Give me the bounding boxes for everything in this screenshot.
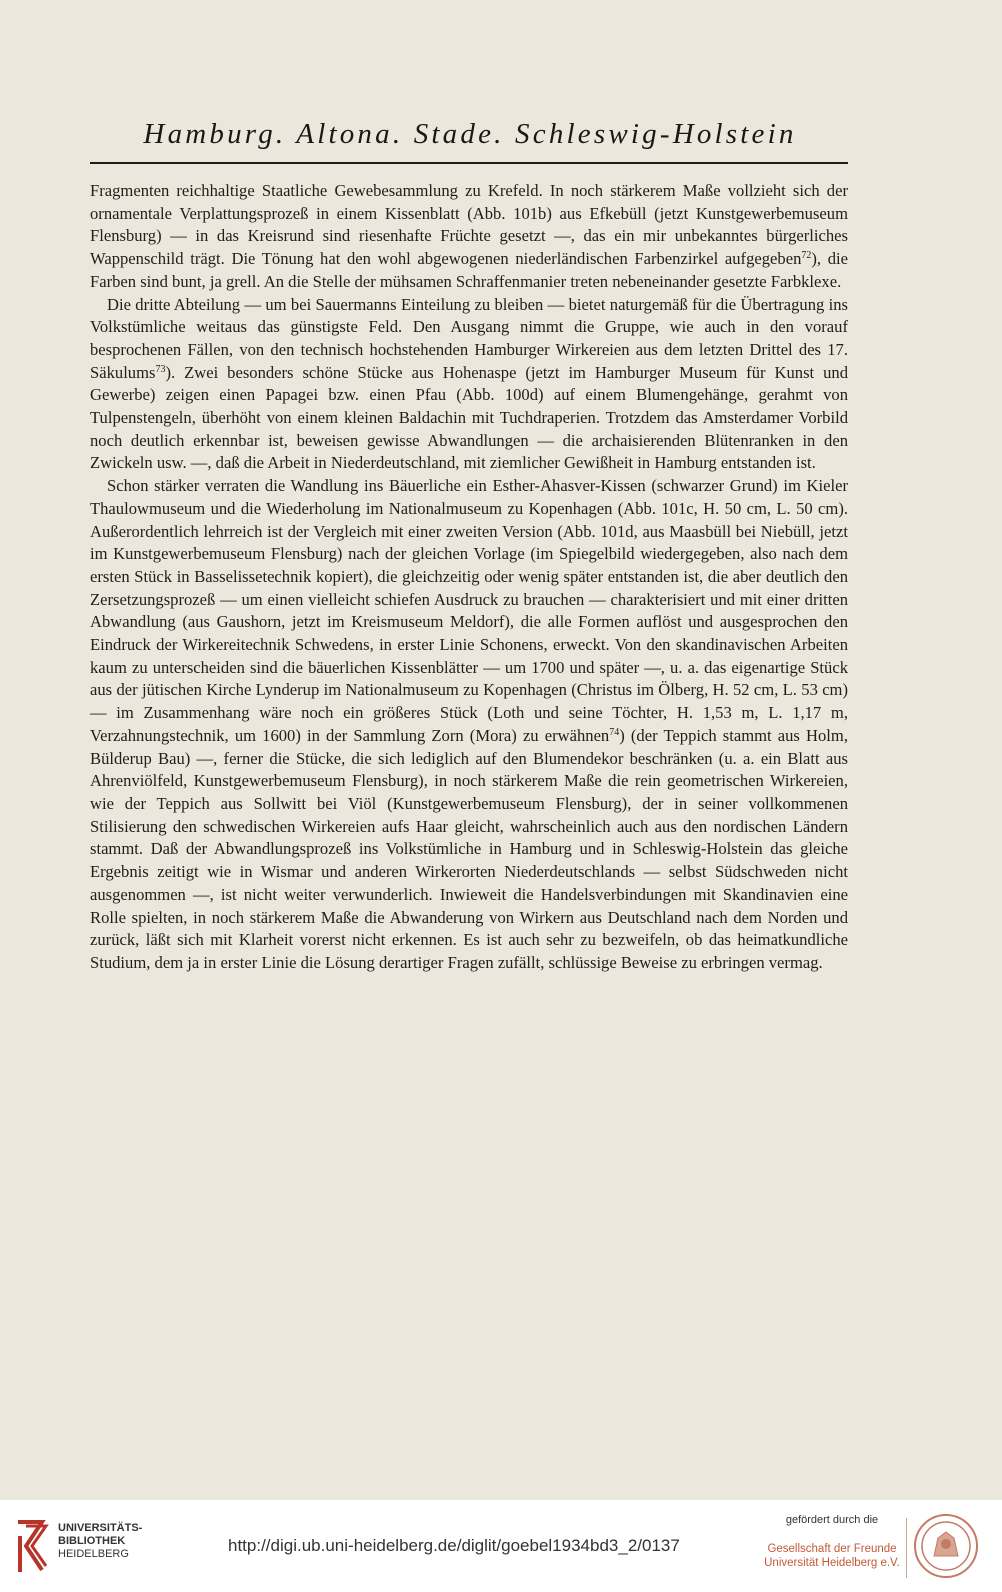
body-text [90,180,848,975]
library-name [58,1522,142,1561]
ub-heidelberg-logo-icon[interactable] [12,1516,52,1576]
paragraph-1-text-end: ), die Farben sind bunt, ja grell. An die Stelle der mühsamen Schraffenmanier treten nebeneinander gesetzte Farbklexe. [90,249,848,291]
university-seal-icon [912,1512,980,1580]
library-name-line-2: BIBLIOTHEK [58,1535,126,1547]
footer-divider [906,1518,907,1578]
paragraph-3-text: Schon stärker verraten die Wandlung ins Bäuerliche ein Esther-Ahasver-Kissen (schwarzer Grund) im Kieler Thaulowmuseum und die Wiederholung im Nationalmuseum zu Kopenhagen (Abb. 101c, H. 50 cm, L. 50 cm). Außerordentlich lehrreich ist der Vergleich mit einer zweiten Version (Abb. 101d, aus Maasbüll bei Niebüll, jetzt im Kunstgewerbemuseum Flensburg) nach der gleichen Vorlage (im Spiegelbild wiedergegeben, also nach dem ersten Stück in Basselissetechnik kopiert), die gleichzeitig oder wenig später entstanden ist, die aber deutlich den Zersetzungsprozeß — um einen vielleicht schiefen Ausdruck zu brauchen — charakterisiert und mit einer dritten Abwandlung (aus Gaushorn, jetzt im Kreismuseum Meldorf), die alle Formen auflöst und ausgesprochen den Eindruck der Wirkereitechnik Schwedens, in erster Linie Schonens, erweckt. Von den skandinavischen Arbeiten kaum zu unterscheiden sind die bäuerlichen Kissenblätter — um 1700 und später —, u. a. das eigenartige Stück aus der jütischen Kirche Lynderup im Nationalmuseum zu Kopenhagen (Christus im Ölberg, H. 52 cm, L. 53 cm) — im Zusammenhang wäre noch ein größeres Stück (Loth und seine Töchter, H. 1,53 m, L. 1,17 m, Verzahnungstechnik, um 1600) in der Sammlung Zorn (Mora) zu erwähnen [90,476,848,745]
paragraph-2-text: Die dritte Abteilung — um bei Sauermanns Einteilung zu bleiben — bietet naturgemäß für die Übertragung ins Volkstümliche weitaus das günstigste Feld. Den Ausgang nimmt die Gruppe, wie auch in den vorauf besprochenen Fällen, von den technisch hochstehenden Hamburger Wirkereien aus dem letzten Drittel des 17. Säkulums [90,294,848,382]
library-name-line-1: UNIVERSITÄTS- [58,1522,143,1534]
header-rule [90,162,848,164]
sponsor-name-line-1: Gesellschaft der Freunde [767,1543,897,1555]
library-name-line-3: HEIDELBERG [58,1548,129,1560]
permalink-url[interactable]: http://digi.ub.uni-heidelberg.de/diglit/goebel1934bd3_2/0137 [228,1536,680,1555]
paragraph-3 [90,475,848,974]
footer-bar [0,1500,1002,1592]
sponsor-block [762,1514,902,1570]
paragraph-2-text-end: ). Zwei besonders schöne Stücke aus Hohenaspe (jetzt im Hamburger Museum für Kunst und Gewerbe) zeigen einen Papagei bzw. einen Pfau (Abb. 100d) auf einem Blumengehänge, gerahmt von Tulpenstengeln, überhöht von einem kleinen Baldachin mit Tuchdraperien. Trotzdem das Amsterdamer Vorbild noch deutlich erkennbar ist, beweisen gewisse Abwandlungen — die archaisierenden Blütenranken in den Zwickeln usw. —, daß die Arbeit in Niederdeutschland, mit ziemlicher Gewißheit in Hamburg entstanden ist. [90,362,848,473]
footnote-ref-72[interactable]: 72 [801,250,812,262]
paragraph-3-text-end: ) (der Teppich stammt aus Holm, Bülderup Bau) —, ferner die Stücke, die sich lediglich auf den Blumendekor beschränken (u. a. ein Blatt aus Ahrenviölfeld, Kunstgewerbemuseum Flensburg), in noch stärkerem Maße die rein geometrischen Wirkereien, wie der Teppich aus Sollwitt bei Viöl (Kunstgewerbemuseum Flensburg), der in seiner vollkommenen Stilisierung den schwedischen Wirkereien aufs Haar gleicht, wahrscheinlich auch aus den nordischen Ländern stammt. Daß der Abwandlungsprozeß ins Volkstümliche in Hamburg und in Schleswig-Holstein das gleiche Ergebnis zeitigt wie in Wismar und anderen Wirkerorten Niederdeutschlands — selbst Südschweden nicht ausgenommen —, ist nicht weiter verwunderlich. Inwieweit die Handelsverbindungen mit Skandinavien eine Rolle spielten, in noch stärkerem Maße die Abwanderung von Wirkern aus Deutschland nach dem Norden und zurück, läßt sich mit Klarheit vorerst nicht erkennen. Es ist auch sehr zu bezweifeln, ob das heimatkundliche Studium, dem ja in erster Linie die Lösung derartiger Fragen zufällt, schlüssige Beweise zu erbringen vermag. [90,725,848,972]
sponsor-label: gefördert durch die [785,1514,879,1526]
footnote-ref-74[interactable]: 74 [609,726,620,738]
running-header-title: Hamburg. Altona. Stade. Schleswig-Holstein [143,118,797,150]
sponsor-name-line-2: Universität Heidelberg e.V. [764,1557,900,1569]
footnote-ref-73[interactable]: 73 [155,363,166,375]
paragraph-2 [90,294,848,476]
paragraph-1-text: Fragmenten reichhaltige Staatliche Gewebesammlung zu Krefeld. In noch stärkerem Maße vollzieht sich der ornamentale Verplattungsprozeß in einem Kissenblatt (Abb. 101b) aus Efkebüll (jetzt Kunstgewerbemuseum Flensburg) — in das Kreisrund sind riesenhafte Früchte gesetzt —, das ein mir unbekanntes bürgerliches Wappenschild trägt. Die Tönung hat den wohl abgewogenen niederländischen Farbenzirkel aufgegeben [90,181,848,269]
paragraph-1 [90,180,848,294]
